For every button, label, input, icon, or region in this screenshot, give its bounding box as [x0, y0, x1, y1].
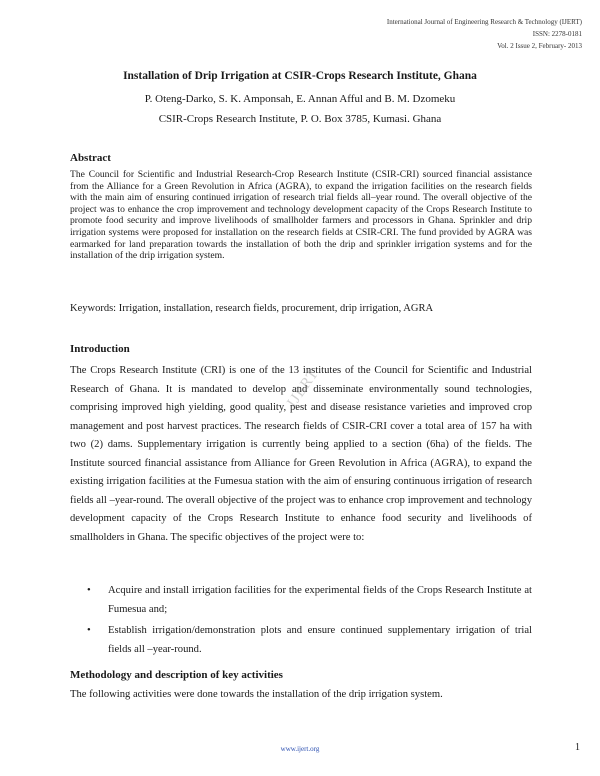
list-item — [70, 582, 532, 619]
journal-header — [387, 16, 582, 52]
bullet-icon: • — [87, 625, 91, 636]
bullet-icon: • — [87, 585, 91, 596]
journal-volume: Vol. 2 Issue 2, February- 2013 — [497, 42, 582, 50]
abstract-heading: Abstract — [70, 152, 111, 164]
list-item — [70, 622, 532, 659]
methods-heading: Methodology and description of key activities — [70, 669, 283, 681]
abstract-text: The Council for Scientific and Industrial Research-Crop Research Institute (CSIR-CRI) sourced financial assistance from the Alliance for a Green Revolution in Africa (AGRA), to expand the irrigation facilities on the research fields with the main aim of ensuring continued irrigation of research trial fields all–year round. The overall objective of the project was to enhance the crop improvement and technology development capacity of the Crops Research Institute to promote food security and improve livelihoods of smallholder farmers and processors in Ghana. Sprinkler and drip irrigation systems were proposed for installation on the research fields at CSIR-CRI. The fund provided by AGRA was earmarked for land preparation towards the installation of both the drip and sprinkler irrigation systems and for the installation of the drip irrigation system. — [70, 169, 532, 262]
introduction-text: The Crops Research Institute (CRI) is one of the 13 institutes of the Council for Scientific and Industrial Research of Ghana. It is mandated to develop and disseminate environmentally sound technologies, comprising improved high yielding, good quality, pest and disease resistance varieties and improved crop management and post harvest practices. The research fields of CSIR-CRI cover a total area of 157 ha with two (2) dams. Supplementary irrigation is currently being applied to a section (6ha) of the fields. The Institute sourced financial assistance from Alliance for Green Revolution in Africa (AGRA), to expand the existing irrigation facilities at the Fumesua station with the aim of ensuring continuous irrigation of research fields all –year-round. The overall objective of the project was to enhance crop improvement and technology development capacity of the Crops Research Institute to enhance food security and livelihoods of smallholders in Ghana. The specific objectives of the project were to: — [70, 365, 532, 543]
methods-text: The following activities were done towards the installation of the drip irrigation system. — [70, 689, 443, 700]
footer-url[interactable]: www.ijert.org — [280, 745, 320, 753]
list-item-text: Establish irrigation/demonstration plots and ensure continued supplementary irrigation of trial fields all –year-round. — [108, 625, 532, 655]
watermark: IJERT — [284, 365, 323, 411]
introduction-heading: Introduction — [70, 343, 130, 355]
paper-authors: P. Oteng-Darko, S. K. Amponsah, E. Annan Afful and B. M. Dzomeku — [144, 93, 456, 105]
objectives-list — [70, 582, 532, 662]
journal-issn: ISSN: 2278-0181 — [532, 30, 582, 38]
paper-title: Installation of Drip Irrigation at CSIR-Crops Research Institute, Ghana — [123, 70, 477, 82]
keywords: Keywords: Irrigation, installation, research fields, procurement, drip irrigation, AGRA — [70, 303, 434, 314]
page-number: 1 — [575, 742, 580, 753]
journal-name: International Journal of Engineering Research & Technology (IJERT) — [386, 18, 582, 26]
paper-affiliation: CSIR-Crops Research Institute, P. O. Box 3785, Kumasi. Ghana — [158, 113, 442, 125]
list-item-text: Acquire and install irrigation facilities for the experimental fields of the Crops Research Institute at Fumesua and; — [108, 585, 532, 615]
